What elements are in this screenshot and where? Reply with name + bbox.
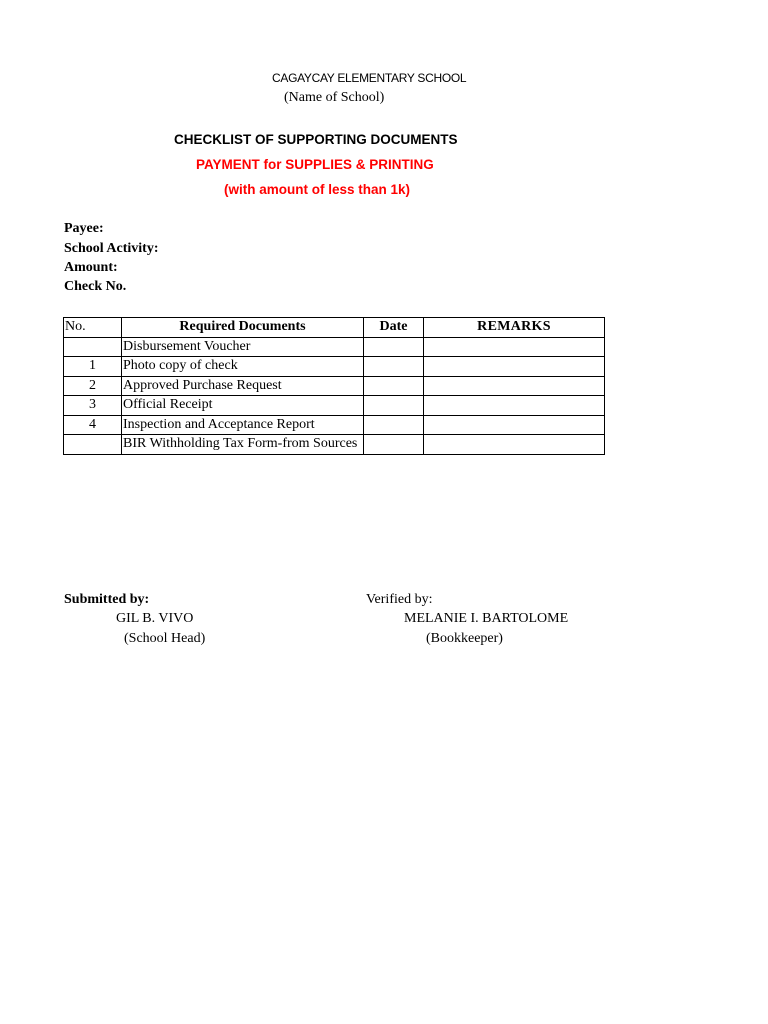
school-activity-label: School Activity:	[64, 241, 159, 256]
row-remarks[interactable]	[424, 415, 605, 435]
row-number: 3	[64, 396, 122, 416]
document-subtitle-amount: (with amount of less than 1k)	[224, 182, 411, 197]
row-number: 1	[64, 357, 122, 377]
row-document: Disbursement Voucher	[122, 337, 364, 357]
row-remarks[interactable]	[424, 337, 605, 357]
row-date[interactable]	[364, 376, 424, 396]
verified-by-role: (Bookkeeper)	[426, 631, 503, 646]
row-remarks[interactable]	[424, 435, 605, 455]
row-date[interactable]	[364, 415, 424, 435]
verified-by-label: Verified by:	[366, 592, 433, 607]
submitted-by-role: (School Head)	[124, 631, 206, 646]
header-date: Date	[364, 318, 424, 338]
row-number	[64, 435, 122, 455]
row-number	[64, 337, 122, 357]
header-required-documents: Required Documents	[122, 318, 364, 338]
header-remarks: REMARKS	[424, 318, 605, 338]
table-row	[64, 415, 605, 435]
row-number: 4	[64, 415, 122, 435]
row-date[interactable]	[364, 337, 424, 357]
school-name: CAGAYCAY ELEMENTARY SCHOOL	[272, 71, 467, 85]
table-row	[64, 357, 605, 377]
row-remarks[interactable]	[424, 357, 605, 377]
row-document: Photo copy of check	[122, 357, 364, 377]
table-row	[64, 376, 605, 396]
verified-by-name: MELANIE I. BARTOLOME	[404, 611, 569, 626]
row-document: BIR Withholding Tax Form-from Sources	[122, 435, 364, 455]
submitted-by-label: Submitted by:	[64, 592, 150, 607]
table-header-row	[64, 318, 605, 338]
row-remarks[interactable]	[424, 376, 605, 396]
header-no: No.	[64, 318, 122, 338]
row-document: Approved Purchase Request	[122, 376, 364, 396]
table-row	[64, 435, 605, 455]
row-date[interactable]	[364, 357, 424, 377]
submitted-by-name: GIL B. VIVO	[116, 611, 194, 626]
document-title: CHECKLIST OF SUPPORTING DOCUMENTS	[174, 132, 458, 147]
checklist-table	[63, 317, 605, 455]
school-name-caption: (Name of School)	[284, 90, 385, 105]
check-no-label: Check No.	[64, 279, 127, 294]
payee-label: Payee:	[64, 221, 104, 236]
table-row	[64, 396, 605, 416]
row-document: Official Receipt	[122, 396, 364, 416]
row-date[interactable]	[364, 396, 424, 416]
table-row	[64, 337, 605, 357]
document-subtitle: PAYMENT for SUPPLIES & PRINTING	[196, 157, 434, 172]
row-date[interactable]	[364, 435, 424, 455]
row-number: 2	[64, 376, 122, 396]
row-document: Inspection and Acceptance Report	[122, 415, 364, 435]
amount-label: Amount:	[64, 260, 118, 275]
row-remarks[interactable]	[424, 396, 605, 416]
